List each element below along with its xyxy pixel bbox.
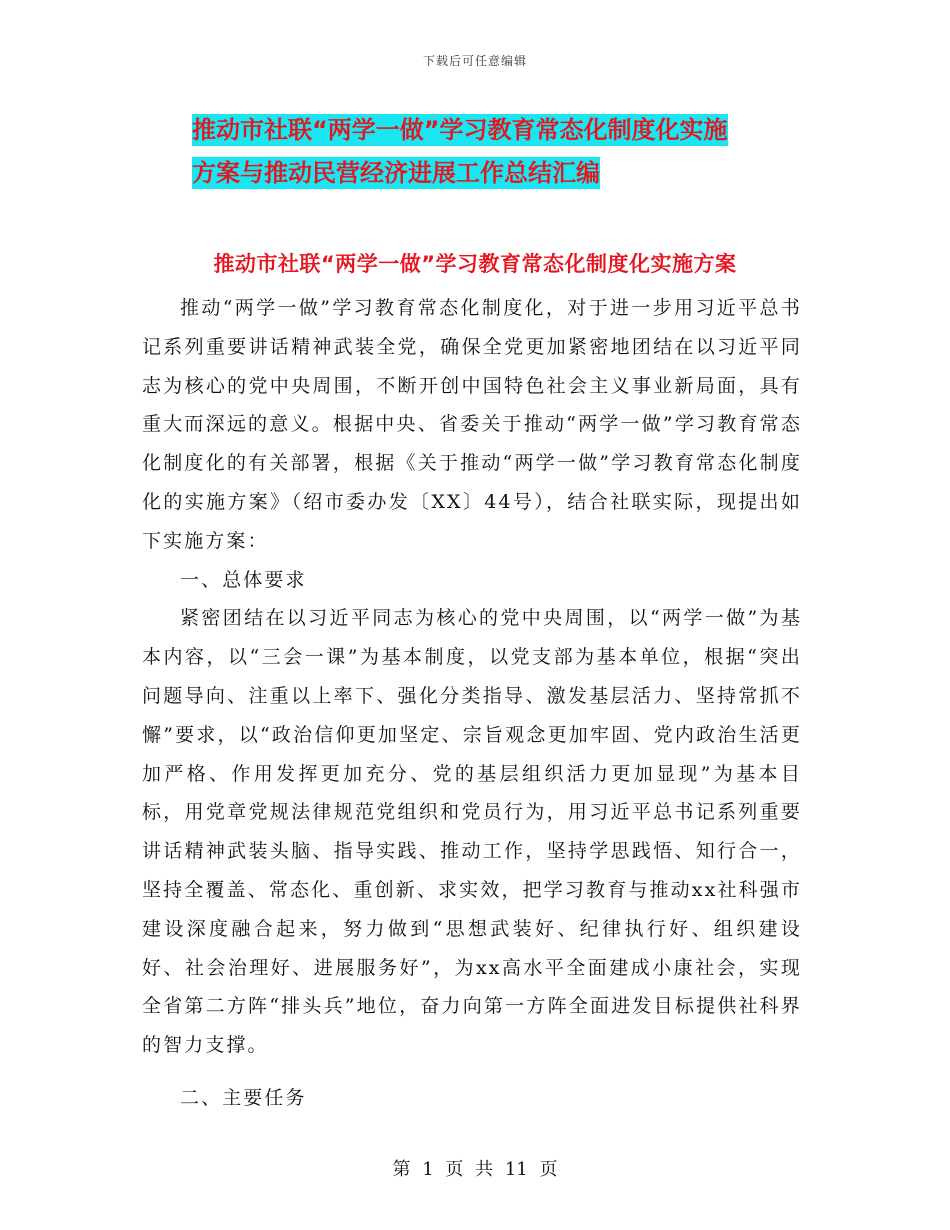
paragraph-general-requirements: 紧密团结在以习近平同志为核心的党中央周围，以“两学一做”为基本内容，以“三会一课”为基本制度，以党支部为基本单位，根据“突出问题导向、注重以上率下、强化分类指导、激发基层活力、坚持常抓不懈”要求，以“政治信仰更加坚定、宗旨观念更加牢固、党内政治生活更加严格、作用发挥更加充分、党的基层组织活力更加显现”为基本目标，用党章党规法律规范党组织和党员行为，用习近平总书记系列重要讲话精神武装头脑、指导实践、推动工作，坚持学思践悟、知行合一，坚持全覆盖、常态化、重创新、求实效，把学习教育与推动xx社科强市建设深度融合起来，努力做到“思想武装好、纪律执行好、组织建设好、社会治理好、进展服务好”，为xx高水平全面建成小康社会，实现全省第二方阵“排头兵”地位，奋力向第一方阵全面进发目标提供社科界的智力支撑。 xyxy=(142,607,802,1057)
page-header-note: 下载后可任意编辑 xyxy=(422,54,527,68)
heading-general-requirements: 一、总体要求 xyxy=(180,568,307,591)
section-title: 推动市社联“两学一做”学习教育常态化制度化实施方案 xyxy=(213,252,737,276)
page-number-footer: 第 1 页 共 11 页 xyxy=(392,1159,558,1180)
document-title-line-1 xyxy=(192,113,832,147)
heading-main-tasks: 二、主要任务 xyxy=(180,1086,307,1109)
title-line-1-text: 推动市社联“两学一做”学习教育常态化制度化实施 xyxy=(192,116,728,144)
paragraph-intro: 推动“两学一做”学习教育常态化制度化，对于进一步用习近平总书记系列重要讲话精神武装全党，确保全党更加紧密地团结在以习近平同志为核心的党中央周围，不断开创中国特色社会主义事业新局面，具有重大而深远的意义。根据中央、省委关于推动“两学一做”学习教育常态化制度化的有关部署，根据《关于推动“两学一做”学习教育常态化制度化的实施方案》（绍市委办发〔XX〕44号），结合社联实际，现提出如下实施方案： xyxy=(142,297,802,552)
document-title-line-2 xyxy=(192,156,832,190)
title-line-2-text: 方案与推动民营经济进展工作总结汇编 xyxy=(192,159,600,187)
document-body xyxy=(142,289,802,1118)
